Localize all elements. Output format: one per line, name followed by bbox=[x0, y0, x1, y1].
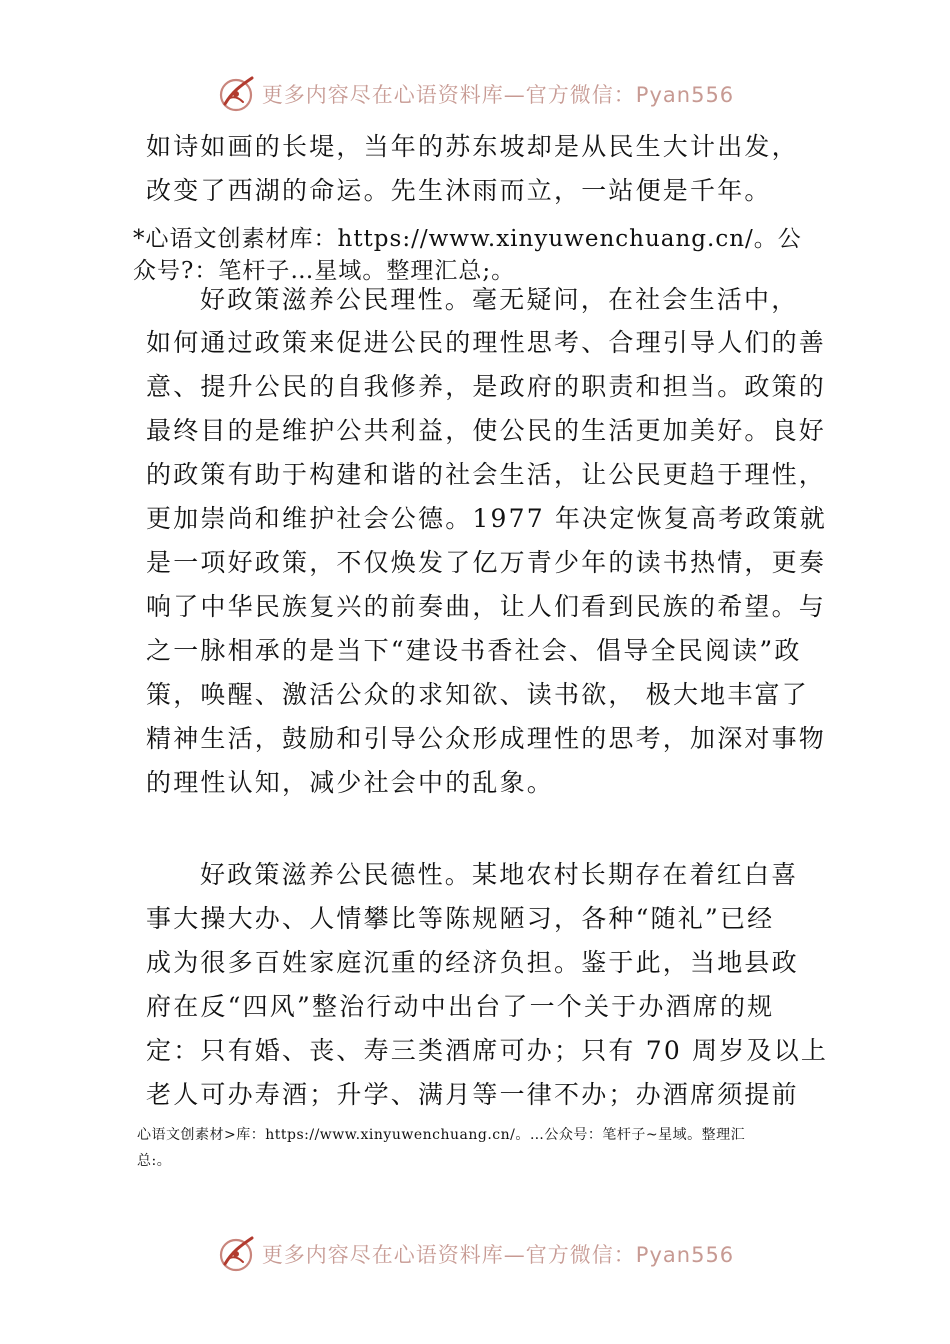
logo-icon bbox=[216, 74, 256, 114]
source-note-line-1: *心语文创素材库：https://www.xinyuwenchuang.cn/。公 bbox=[133, 226, 802, 252]
watermark-text: 更多内容尽在心语资料库—官方微信：Pyan556 bbox=[261, 1243, 735, 1267]
paragraph1-line-10: 策，唤醒、激活公众的求知欲、读书欲， 极大地丰富了 bbox=[146, 680, 809, 709]
paragraph2-line-3: 成为很多百姓家庭沉重的经济负担。鉴于此，当地县政 bbox=[146, 948, 799, 977]
intro-line-2: 改变了西湖的命运。先生沐雨而立，一站便是千年。 bbox=[146, 176, 772, 205]
paragraph1-line-12: 的理性认知，减少社会中的乱象。 bbox=[146, 768, 555, 797]
paragraph1-line-6: 更加崇尚和维护社会公德。1977 年决定恢复高考政策就 bbox=[146, 504, 827, 533]
paragraph2-line-6: 老人可办寿酒；升学、满月等一律不办；办酒席须提前 bbox=[146, 1080, 799, 1109]
paragraph2-line-2: 事大操大办、人情攀比等陈规陋习，各种“随礼”已经 bbox=[146, 904, 775, 933]
paragraph1-line-11: 精神生活，鼓励和引导公众形成理性的思考，加深对事物 bbox=[146, 724, 827, 753]
source-note-line-2: 众号?：笔杆子…星域。整理汇总;。 bbox=[133, 258, 516, 284]
paragraph1-line-8: 响了中华民族复兴的前奏曲，让人们看到民族的希望。与 bbox=[146, 592, 827, 621]
paragraph1-line-3: 意、提升公民的自我修养，是政府的职责和担当。政策的 bbox=[146, 372, 827, 401]
watermark-text: 更多内容尽在心语资料库—官方微信：Pyan556 bbox=[261, 83, 735, 107]
paragraph2-line-5: 定：只有婚、丧、寿三类酒席可办；只有 70 周岁及以上 bbox=[146, 1036, 829, 1065]
paragraph1-line-5: 的政策有助于构建和谐的社会生活，让公民更趋于理性， bbox=[146, 460, 827, 489]
watermark-banner-top bbox=[0, 72, 950, 116]
paragraph2-line-1: 好政策滋养公民德性。某地农村长期存在着红白喜 bbox=[200, 860, 799, 889]
paragraph1-line-4: 最终目的是维护公共利益，使公民的生活更加美好。良好 bbox=[146, 416, 827, 445]
paragraph1-line-2: 如何通过政策来促进公民的理性思考、合理引导人们的善 bbox=[146, 328, 827, 357]
watermark-banner-bottom bbox=[0, 1232, 950, 1276]
footer-note-line-1: 心语文创素材>库：https://www.xinyuwenchuang.cn/。…公众号：笔杆子~星域。整理汇 bbox=[137, 1127, 746, 1143]
paragraph2-line-4: 府在反“四风”整治行动中出台了一个关于办酒席的规 bbox=[146, 992, 775, 1021]
logo-icon bbox=[216, 1234, 256, 1274]
footer-note-line-2: 总:。 bbox=[137, 1153, 172, 1169]
intro-line-1: 如诗如画的长堤，当年的苏东坡却是从民生大计出发， bbox=[146, 132, 799, 161]
paragraph1-line-9: 之一脉相承的是当下“建设书香社会、倡导全民阅读”政 bbox=[146, 636, 802, 665]
paragraph1-line-1: 好政策滋养公民理性。毫无疑问，在社会生活中， bbox=[200, 285, 799, 314]
paragraph1-line-7: 是一项好政策，不仅焕发了亿万青少年的读书热情，更奏 bbox=[146, 548, 827, 577]
